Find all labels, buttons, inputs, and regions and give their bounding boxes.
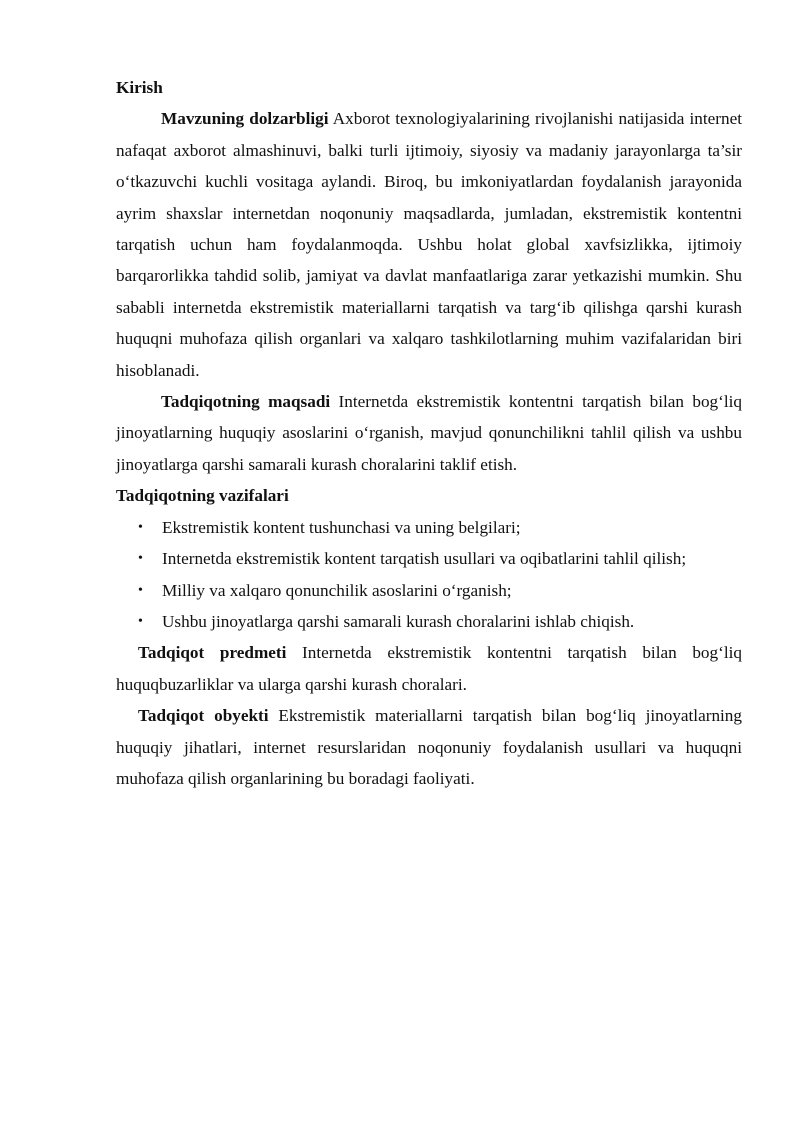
document-page bbox=[116, 72, 742, 794]
subject-text: Internetda ekstremistik kontentni tarqatish bilan bog‘liq huquqbuzarliklar va ularga qarshi kurash choralari. bbox=[116, 643, 742, 694]
task-text: Internetda ekstremistik kontent tarqatish usullari va oqibatlarini tahlil qilish; bbox=[162, 549, 687, 569]
task-text: Milliy va xalqaro qonunchilik asoslarini o‘rganish; bbox=[162, 580, 512, 600]
bullet-icon: • bbox=[138, 519, 143, 535]
goal-paragraph bbox=[116, 386, 742, 480]
section-title: Kirish bbox=[116, 78, 163, 97]
goal-label: Tadqiqotning maqsadi bbox=[161, 392, 331, 412]
subject-label: Tadqiqot predmeti bbox=[138, 643, 287, 663]
object-paragraph bbox=[116, 700, 742, 794]
task-text: Ekstremistik kontent tushunchasi va uning belgilari; bbox=[162, 517, 521, 537]
relevance-label: Mavzuning dolzarbligi bbox=[161, 109, 329, 129]
task-text: Ushbu jinoyatlarga qarshi samarali kurash choralarini ishlab chiqish. bbox=[162, 611, 635, 631]
bullet-icon: • bbox=[138, 551, 143, 567]
object-text: Ekstremistik materiallarni tarqatish bilan bog‘liq jinoyatlarning huquqiy jihatlari, internet resurslaridan noqonuniy foydalanish usullari va huquqni muhofaza qilish organlarining bu boradagi faoliyati. bbox=[116, 706, 742, 788]
object-label: Tadqiqot obyekti bbox=[138, 706, 269, 726]
subject-paragraph bbox=[116, 637, 742, 700]
goal-text: Internetda ekstremistik kontentni tarqatish bilan bog‘liq jinoyatlarning huquqiy asoslarini o‘rganish, mavjud qonunchilikni tahlil qilish va ushbu jinoyatlarga qarshi samarali kurash choralarini taklif etish. bbox=[116, 392, 742, 474]
list-item bbox=[116, 575, 742, 606]
tasks-list bbox=[116, 512, 742, 638]
list-item bbox=[116, 543, 742, 574]
bullet-icon: • bbox=[138, 613, 143, 629]
relevance-text: Axborot texnologiyalarining rivojlanishi natijasida internet nafaqat axborot almashinuvi, balki turli ijtimoiy, siyosiy va madaniy jarayonlarga ta’sir o‘tkazuvchi kuchli vositaga aylandi. Biroq, bu imkoniyatlardan foydalanish jarayonida ayrim shaxslar internetdan noqonuniy maqsadlarda, jumladan, ekstremistik kontentni tarqatish uchun ham foydalanmoqda. Ushbu holat global xavfsizlikka, ijtimoiy barqarorlikka tahdid solib, jamiyat va davlat manfaatlariga zarar yetkazishi mumkin. Shu sababli internetda ekstremistik materiallarni tarqatish va targ‘ib qilishga qarshi kurash huquqni muhofaza qilish organlari va xalqaro tashkilotlarning muhim vazifalaridan biri hisoblanadi. bbox=[116, 109, 743, 380]
list-item bbox=[116, 606, 742, 637]
bullet-icon: • bbox=[138, 582, 143, 598]
relevance-paragraph bbox=[116, 103, 742, 386]
tasks-heading: Tadqiqotning vazifalari bbox=[116, 486, 289, 506]
list-item bbox=[116, 512, 742, 543]
